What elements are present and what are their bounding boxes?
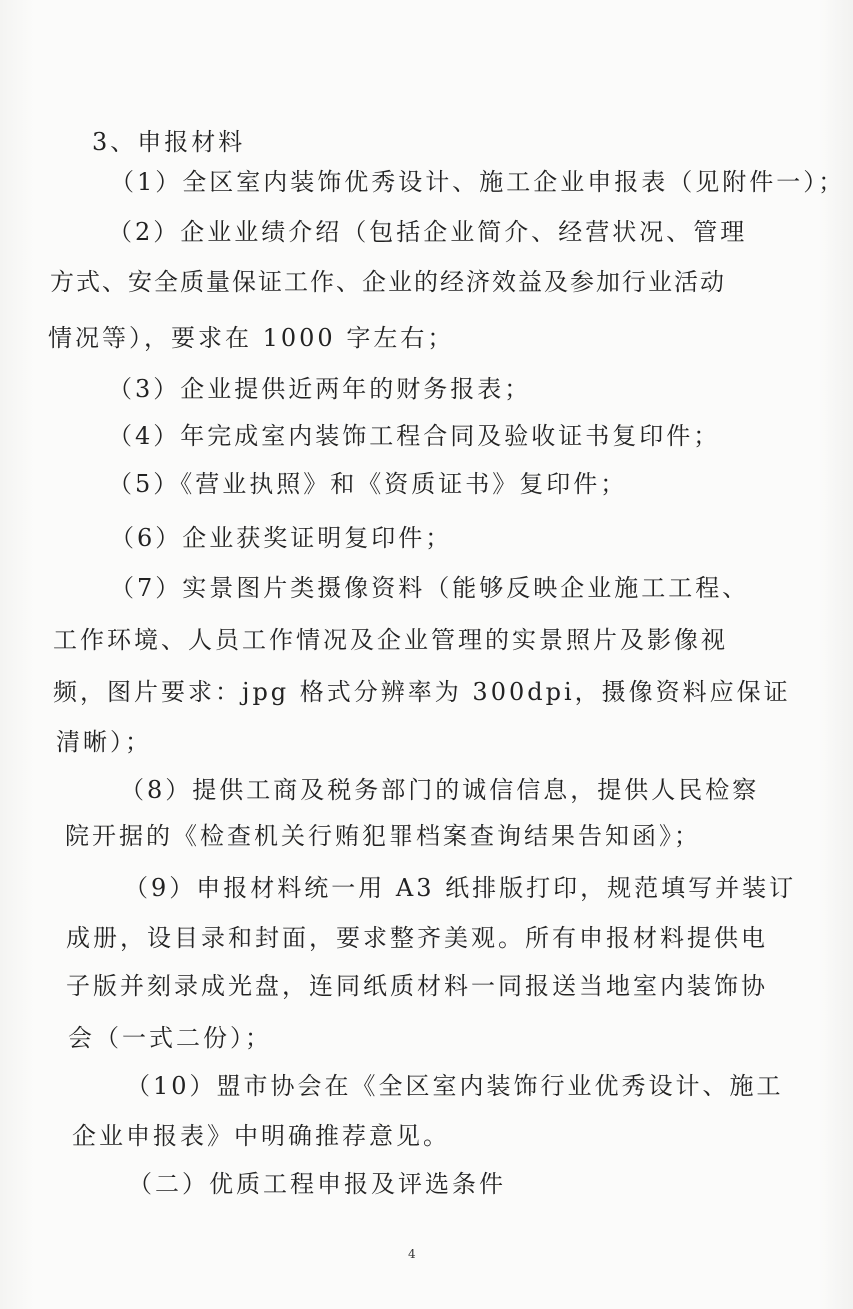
text-line: 院开据的《检查机关行贿犯罪档案查询结果告知函》； (65, 822, 701, 850)
section-heading: 3、申报材料 (92, 128, 246, 156)
text-line: （1）全区室内装饰优秀设计、施工企业申报表（见附件一）； (110, 168, 846, 196)
text-line: （9）申报材料统一用 A3 纸排版打印，规范填写并装订 (124, 874, 797, 902)
text-line: 情况等），要求在 1000 字左右； (48, 324, 455, 352)
text-line: 频，图片要求：jpg 格式分辨率为 300dpi，摄像资料应保证 (53, 678, 791, 706)
text-line: 成册，设目录和封面，要求整齐美观。所有申报材料提供电 (66, 924, 768, 952)
text-line: 会（一式二份）； (68, 1024, 272, 1052)
text-line: 工作环境、人员工作情况及企业管理的实景照片及影像视 (53, 626, 728, 654)
page-number: 4 (408, 1247, 416, 1261)
text-line: （4）年完成室内装饰工程合同及验收证书复印件； (108, 422, 721, 450)
text-line: （5）《营业执照》和《资质证书》复印件； (108, 470, 628, 498)
text-line: （2）企业业绩介绍（包括企业简介、经营状况、管理 (108, 218, 748, 246)
text-line: （7）实景图片类摄像资料（能够反映企业施工工程、 (110, 574, 750, 602)
text-line: 企业申报表》中明确推荐意见。 (72, 1122, 450, 1150)
text-line: （10）盟市协会在《全区室内装饰行业优秀设计、施工 (126, 1072, 784, 1100)
text-line: 清晰）； (56, 728, 152, 756)
text-line: 方式、安全质量保证工作、企业的经济效益及参加行业活动 (50, 268, 726, 296)
text-line: （二）优质工程申报及评选条件 (128, 1170, 506, 1198)
text-line: （6）企业获奖证明复印件； (110, 524, 453, 552)
text-line: 子版并刻录成光盘，连同纸质材料一同报送当地室内装饰协 (66, 972, 768, 1000)
text-line: （8）提供工商及税务部门的诚信信息，提供人民检察 (120, 776, 760, 804)
text-line: （3）企业提供近两年的财务报表； (108, 375, 532, 403)
